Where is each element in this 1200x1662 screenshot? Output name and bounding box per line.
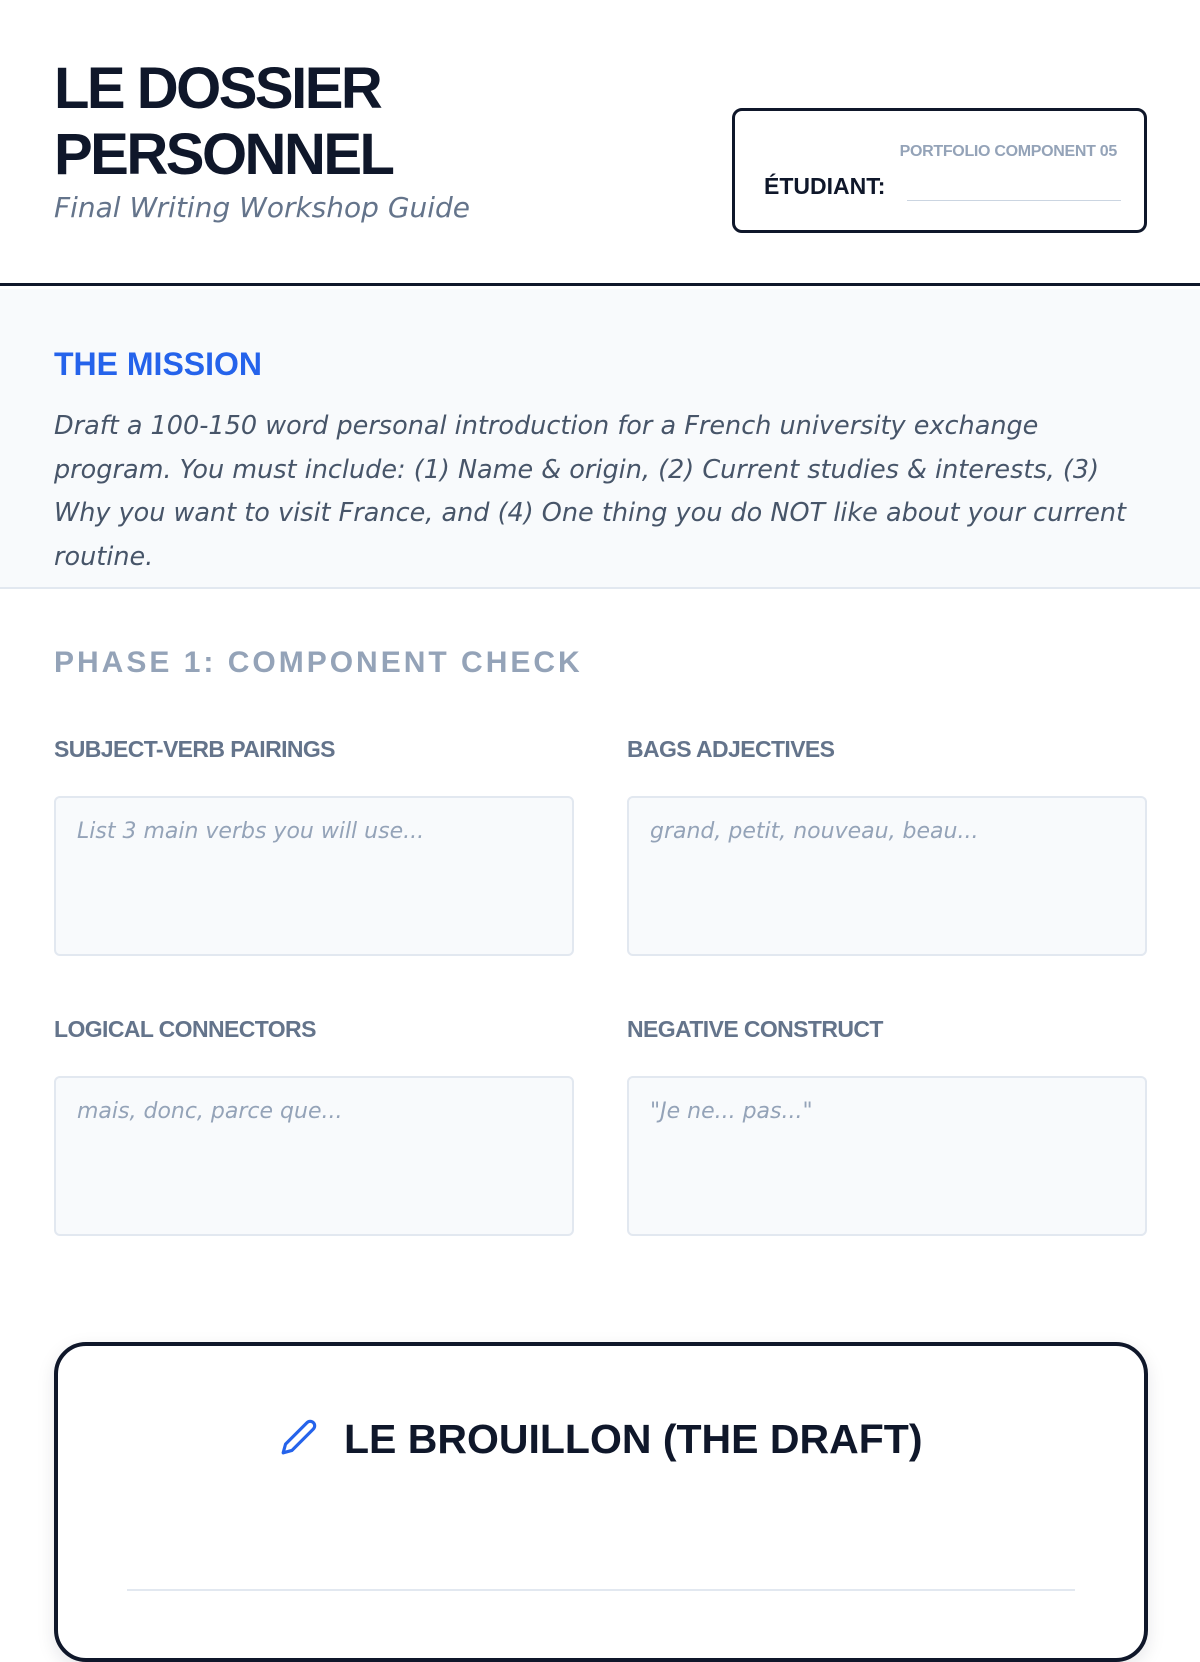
mission-text: Draft a 100-150 word personal introduction for a French university exchange program. You must include: (1) Name & origin, (2) Current studies & interests, (3) Why you want to visit France, and (4) One thing you do NOT like about your current routine. xyxy=(54,411,1127,572)
draft-title: LE BROUILLON (THE DRAFT) xyxy=(343,1416,923,1462)
negative-field[interactable]: "Je ne... pas..." xyxy=(627,1076,1147,1236)
negative-label: NEGATIVE CONSTRUCT xyxy=(627,1016,883,1042)
student-name-label: ÉTUDIANT: xyxy=(764,173,886,199)
draft-heading xyxy=(58,1416,1144,1463)
draft-writing-line[interactable] xyxy=(127,1589,1075,1591)
portfolio-component-label: PORTFOLIO COMPONENT 05 xyxy=(899,143,1117,160)
page-subtitle: Final Writing Workshop Guide xyxy=(54,191,471,224)
draft-card xyxy=(54,1342,1148,1662)
subject-verb-field[interactable]: List 3 main verbs you will use... xyxy=(54,796,574,956)
mission-section xyxy=(0,289,1200,589)
adjectives-field[interactable]: grand, petit, nouveau, beau... xyxy=(627,796,1147,956)
page-title: LE DOSSIER PERSONNEL xyxy=(54,56,393,187)
adjectives-label: BAGS ADJECTIVES xyxy=(627,736,835,762)
mission-heading: THE MISSION xyxy=(54,346,263,382)
connectors-label: LOGICAL CONNECTORS xyxy=(54,1016,316,1042)
pencil-icon xyxy=(280,1418,318,1456)
page-header xyxy=(0,0,1200,286)
student-info-box xyxy=(732,108,1147,233)
subject-verb-label: SUBJECT-VERB PAIRINGS xyxy=(54,736,335,762)
connectors-field[interactable]: mais, donc, parce que... xyxy=(54,1076,574,1236)
student-name-field[interactable] xyxy=(907,200,1121,201)
phase-title: PHASE 1: COMPONENT CHECK xyxy=(54,646,583,679)
